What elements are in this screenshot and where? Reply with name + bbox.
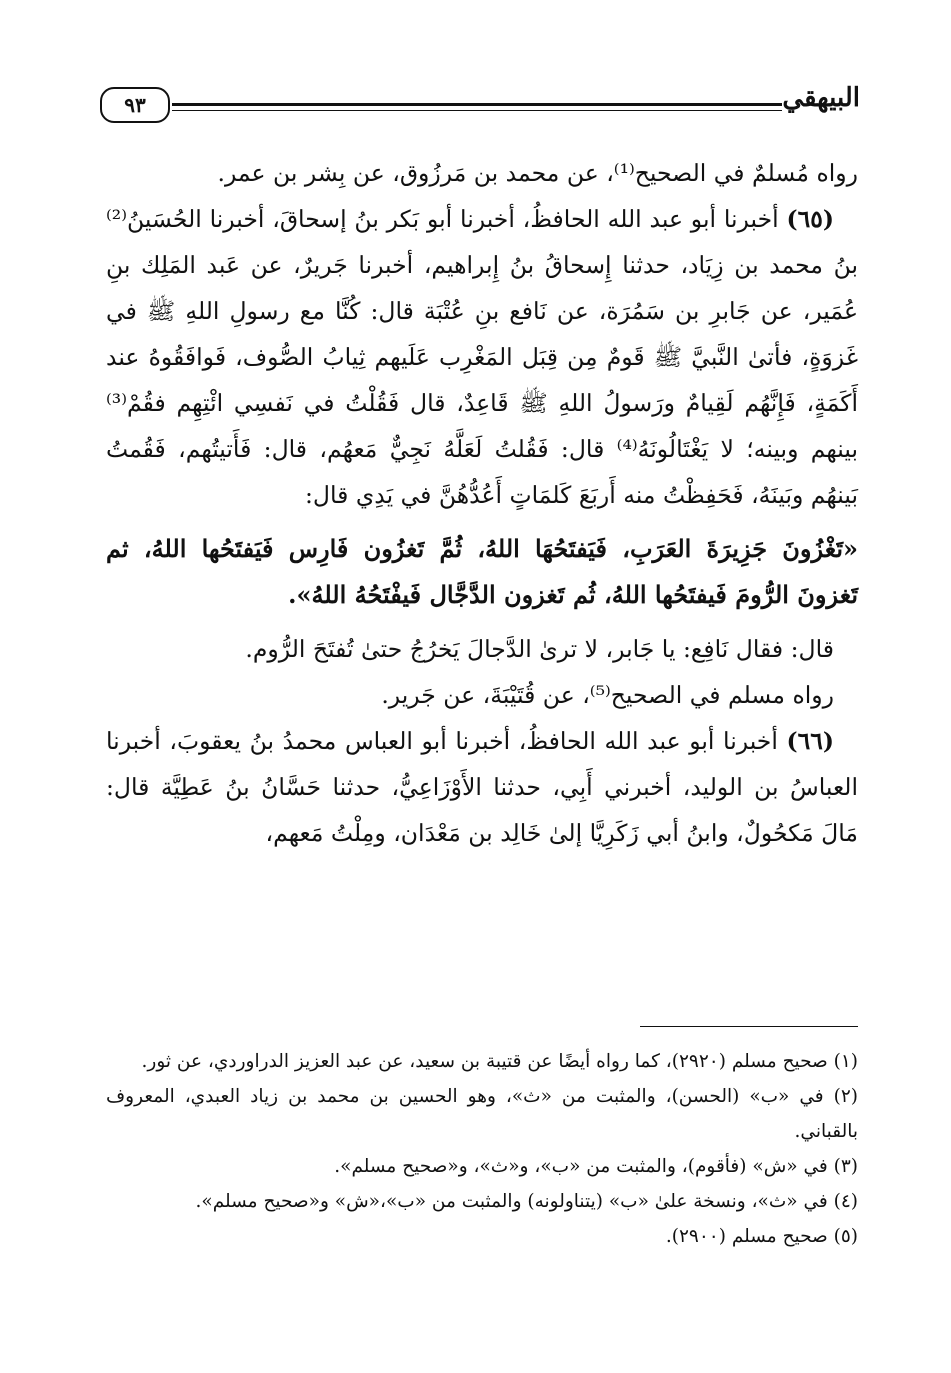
paragraph-65-text: أخبرنا أبو عبد الله الحافظُ، أخبرنا أبو بَكر بنُ إسحاقَ، أخبرنا الحُسَينُ⁽²⁾ بنُ محمد بن زِيَاد، حدثنا إِسحاقُ بنُ إِبراهيم، أخبرنا جَريرٌ، عن عَبد المَلِك بنِ عُمَير، عن جَابرِ بن سَمُرَة، عن نَافع بنِ عُتْبَة قال: كُنَّا مع رسولِ اللهِ ﷺ في غَزوَةٍ، فأتىٰ النَّبيَّ ﷺ قَومٌ مِن قِبَل المَغْرِب عَلَيهم ثِيابُ الصُّوف، فَوافَقُوهُ عند أَكَمَةٍ، فَإِنَّهُم لَقِيامٌ ورَسولُ اللهِ ﷺ قَاعِدٌ، قال فَقُلْتُ في نَفسِي ائْتِهِم فقُمْ⁽³⁾ بينهم وبينه؛ لا يَغْتَالُونَهُ⁽⁴⁾ قال: فَقُلتُ لَعَلَّهُ نَجِيٌّ مَعهُم، قال: فَأَتيتُهم، فَقُمتُ بَينهُم وبَينَهُ، فَحَفِظْتُ منه أَربَعَ كَلمَاتٍ أَعُدُّهُنَّ في يَدِي قال: (106, 205, 858, 509)
hadith-quote: «تَغْزُونَ جَزِيرَةَ العَرَبِ، فَيَفتَحُهَا اللهُ، ثُمَّ تَغزُون فَارِس فَيَفتَحُها اللهُ، ثم تَغزونَ الرُّومَ فَيفتَحُها اللهُ، ثُم تَغزون الدَّجَّال فَيفْتَحُهُ اللهُ». (106, 534, 858, 609)
body-text (106, 150, 858, 856)
footnote-1: (١) صحيح مسلم (٢٩٢٠)، كما رواه أيضًا عن قتيبة بن سعيد، عن عبد العزيز الدراوردي، عن ثور. (141, 1051, 858, 1072)
footnote-divider (640, 1026, 858, 1027)
paragraph-1: رواه مُسلمٌ في الصحيح⁽¹⁾، عن محمد بن مَرزُوق، عن بِشر بن عمر. (217, 159, 858, 187)
header-rule (172, 103, 782, 111)
paragraph-66-text: أخبرنا أبو عبد الله الحافظُ، أخبرنا أبو العباس محمدُ بنُ يعقوبَ، أخبرنا العباسُ بن الوليد، أخبرني أَبِي، حدثنا الأَوْزَاعِيُّ، حدثنا حَسَّانُ بنُ عَطِيَّة قال: مَالَ مَكحُولٌ، وابنُ أبي زَكَرِيَّا إلىٰ خَالِد بن مَعْدَان، ومِلْتُ مَعهم، (106, 727, 858, 847)
running-title: البيهقي (782, 83, 860, 113)
hadith-number-66: (٦٦) (786, 727, 834, 755)
paragraph-4: رواه مسلم في الصحيح⁽⁵⁾، عن قُتَيْبَةَ، عن جَرير. (381, 681, 834, 709)
footnote-4: (٤) في «ث»، ونسخة علىٰ «ب» (يتناولونه) والمثبت من «ب»،«ش» و«صحيح مسلم». (195, 1191, 858, 1212)
footnote-2: (٢) في «ب» (الحسن)، والمثبت من «ث»، وهو الحسين بن محمد بن زياد العبدي، المعروف بالقباني. (106, 1086, 858, 1142)
hadith-number-65: (٦٥) (786, 205, 834, 233)
footnotes (106, 1044, 858, 1254)
footnote-3: (٣) في «ش» (فأقوم)، والمثبت من «ب»، و«ث»، و«صحيح مسلم». (334, 1156, 858, 1177)
page-header (100, 85, 860, 129)
paragraph-66 (106, 718, 858, 856)
paragraph-65 (106, 196, 858, 518)
footnote-5: (٥) صحيح مسلم (٢٩٠٠). (665, 1226, 858, 1247)
paragraph-3: قال: فقال نَافِع: يا جَابر، لا ترىٰ الدَّجالَ يَخرُجُ حتىٰ تُفتَحَ الرُّوم. (245, 635, 834, 663)
page-number: ٩٣ (100, 87, 170, 123)
